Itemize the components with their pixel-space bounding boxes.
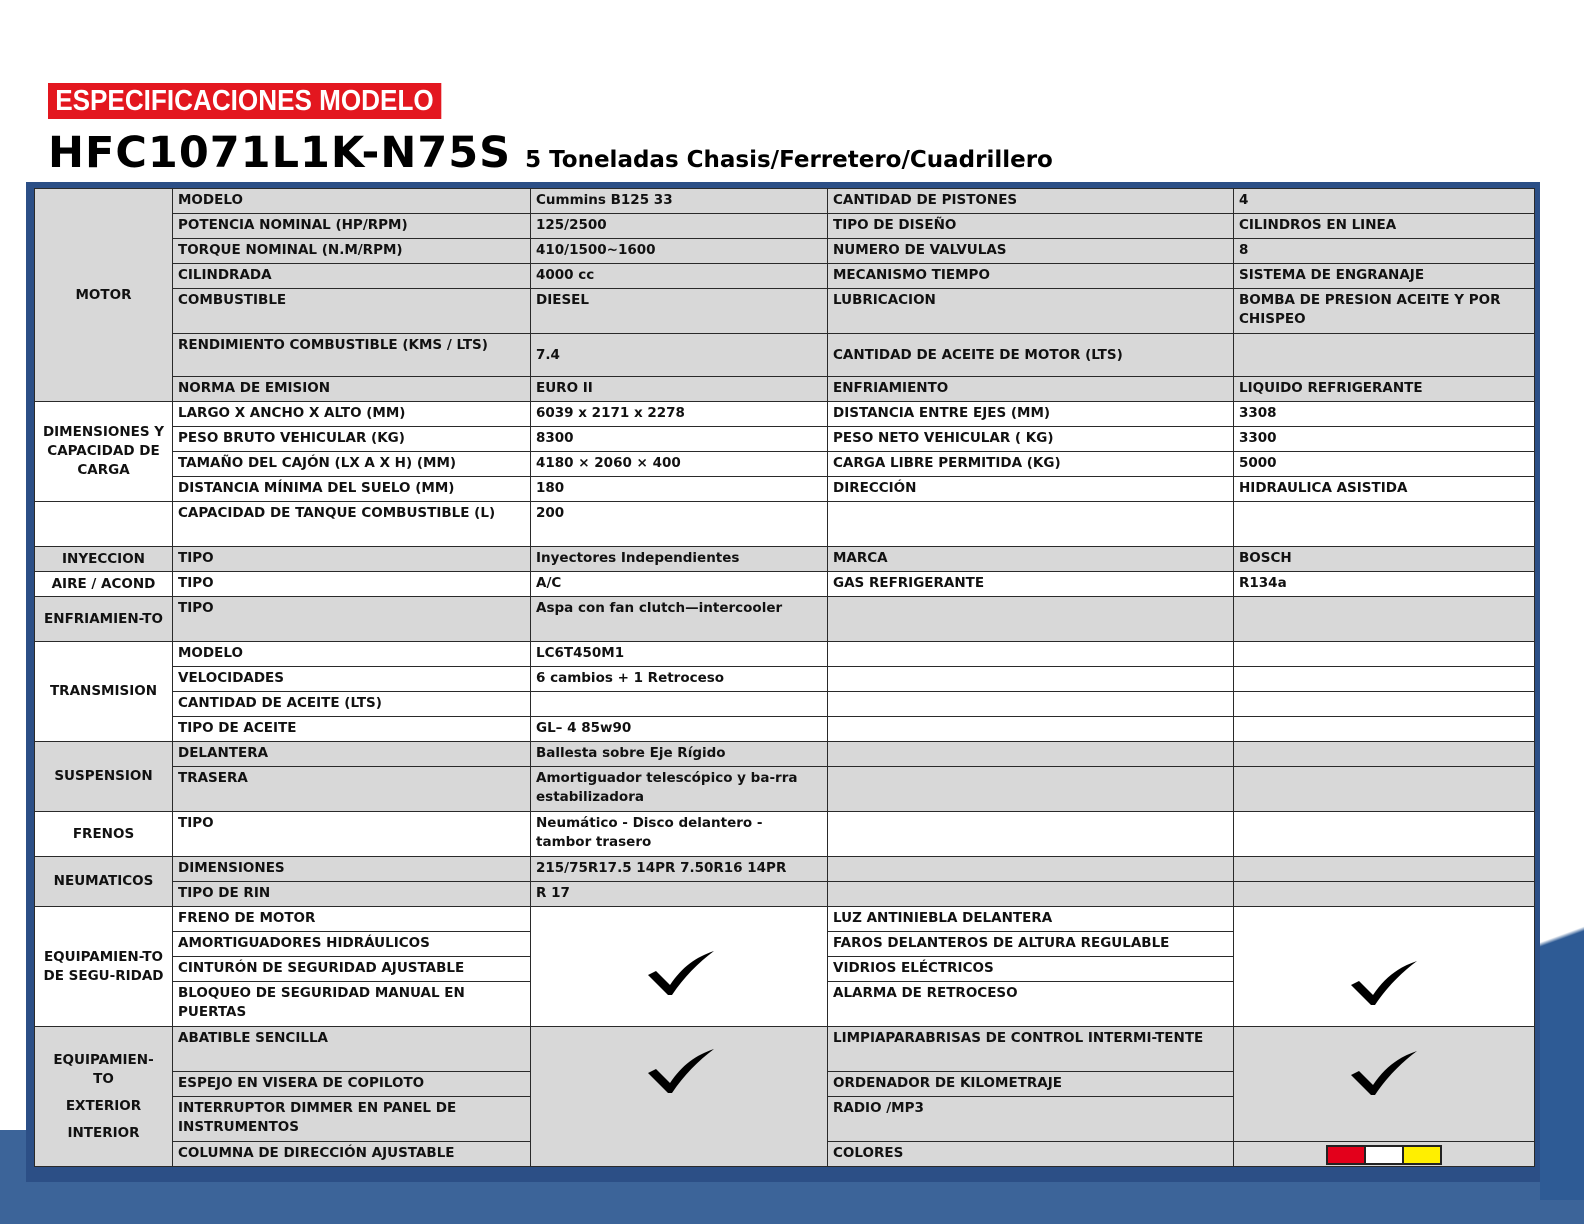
category-transmision: TRANSMISION [35,642,173,742]
spec-label: PESO NETO VEHICULAR ( KG) [828,427,1234,452]
equipment-item: ABATIBLE SENCILLA [173,1027,531,1072]
spec-value: HIDRAULICA ASISTIDA [1234,477,1535,502]
spec-value [531,692,828,717]
spec-value: 6 cambios + 1 Retroceso [531,667,828,692]
empty-cell [828,642,1234,667]
background-corner-wave [1540,760,1584,1200]
spec-value: 200 [531,502,828,547]
spec-value: 3308 [1234,402,1535,427]
spec-value: 4 [1234,189,1535,214]
spec-label: MODELO [173,642,531,667]
spec-value: 8 [1234,239,1535,264]
spec-value: R 17 [531,882,828,907]
spec-value: 3300 [1234,427,1535,452]
checkmark-icon [646,1047,716,1095]
spec-label: TIPO [173,572,531,597]
spec-label: CANTIDAD DE ACEITE DE MOTOR (LTS) [828,334,1234,377]
empty-cell [1234,597,1535,642]
empty-cell [1234,717,1535,742]
empty-cell [1234,692,1535,717]
spec-value: 125/2500 [531,214,828,239]
equipment-item: VIDRIOS ELÉCTRICOS [828,957,1234,982]
color-swatch-yellow [1404,1147,1440,1163]
color-swatch-white [1366,1147,1404,1163]
colors-cell [1234,1142,1535,1167]
table-row [35,502,1535,547]
spec-value: LIQUIDO REFRIGERANTE [1234,377,1535,402]
spec-value: 215/75R17.5 14PR 7.50R16 14PR [531,857,828,882]
spec-value: BOSCH [1234,547,1535,572]
spec-value: R134a [1234,572,1535,597]
spec-label: POTENCIA NOMINAL (HP/RPM) [173,214,531,239]
empty-cell [828,692,1234,717]
spec-label: DELANTERA [173,742,531,767]
spec-value: CILINDROS EN LINEA [1234,214,1535,239]
spec-value: A/C [531,572,828,597]
category-exterior-interior [35,1027,173,1167]
spec-table [34,188,1535,1167]
spec-value: Aspa con fan clutch—intercooler [531,597,828,642]
equipment-item: BLOQUEO DE SEGURIDAD MANUAL EN PUERTAS [173,982,531,1027]
empty-cell [1234,667,1535,692]
page-title [48,128,1053,182]
category-inyeccion: INYECCION [35,547,173,572]
category-enfriamiento: ENFRIAMIEN-TO [35,597,173,642]
table-row [35,214,1535,239]
equipment-item: FAROS DELANTEROS DE ALTURA REGULABLE [828,932,1234,957]
spec-value: GL– 4 85w90 [531,717,828,742]
empty-cell [1234,642,1535,667]
spec-label: CAPACIDAD DE TANQUE COMBUSTIBLE (L) [173,502,531,547]
spec-value: Neumático - Disco delantero - tambor trasero [531,812,828,857]
equipment-item: AMORTIGUADORES HIDRÁULICOS [173,932,531,957]
spec-label: TIPO DE DISEÑO [828,214,1234,239]
spec-label: TRASERA [173,767,531,812]
equipment-item: LIMPIAPARABRISAS DE CONTROL INTERMI-TENTE [828,1027,1234,1072]
spec-value: EURO II [531,377,828,402]
spec-value: Ballesta sobre Eje Rígido [531,742,828,767]
table-row [35,377,1535,402]
check-cell [1234,907,1535,1027]
empty-cell [828,767,1234,812]
check-cell [1234,1027,1535,1142]
empty-cell [1234,742,1535,767]
table-row [35,547,1535,572]
empty-cell [828,597,1234,642]
spec-label: ENFRIAMIENTO [828,377,1234,402]
spec-value: 6039 x 2171 x 2278 [531,402,828,427]
spec-label: CANTIDAD DE ACEITE (LTS) [173,692,531,717]
table-row [35,264,1535,289]
table-row [35,742,1535,767]
spec-label: TIPO [173,597,531,642]
table-row [35,767,1535,812]
equipment-item: ORDENADOR DE KILOMETRAJE [828,1072,1234,1097]
checkmark-icon [646,949,716,997]
table-row [35,692,1535,717]
spec-label: DISTANCIA ENTRE EJES (MM) [828,402,1234,427]
spec-value: 4000 cc [531,264,828,289]
spec-label: TAMAÑO DEL CAJÓN (LX A X H) (MM) [173,452,531,477]
spec-label [828,502,1234,547]
equipment-item: FRENO DE MOTOR [173,907,531,932]
table-row [35,239,1535,264]
spec-label: LARGO X ANCHO X ALTO (MM) [173,402,531,427]
category-label: EXTERIOR [65,1097,142,1114]
spec-label: TIPO DE ACEITE [173,717,531,742]
category-label: EQUIPAMIEN-TO [53,1051,154,1087]
spec-value: 4180 × 2060 × 400 [531,452,828,477]
check-cell [531,907,828,1027]
spec-label: VELOCIDADES [173,667,531,692]
checkmark-icon [1349,959,1419,1007]
table-row [35,289,1535,334]
table-row [35,1027,1535,1072]
empty-cell [828,717,1234,742]
spec-value: LC6T450M1 [531,642,828,667]
empty-cell [828,857,1234,882]
spec-value: SISTEMA DE ENGRANAJE [1234,264,1535,289]
table-row [35,477,1535,502]
checkmark-icon [1349,1049,1419,1097]
table-row [35,667,1535,692]
spec-label: NORMA DE EMISION [173,377,531,402]
spec-value: 8300 [531,427,828,452]
category-seguridad: EQUIPAMIEN-TO DE SEGU-RIDAD [35,907,173,1027]
category-neumaticos: NEUMATICOS [35,857,173,907]
spec-label: MARCA [828,547,1234,572]
spec-value: Cummins B125 33 [531,189,828,214]
category-aire: AIRE / ACOND [35,572,173,597]
spec-label: TORQUE NOMINAL (N.M/RPM) [173,239,531,264]
category-suspension: SUSPENSION [35,742,173,812]
table-row [35,857,1535,882]
empty-cell [828,667,1234,692]
table-row [35,189,1535,214]
category-frenos: FRENOS [35,812,173,857]
spec-value: 5000 [1234,452,1535,477]
spec-label: TIPO [173,812,531,857]
spec-label: CILINDRADA [173,264,531,289]
spec-label: COMBUSTIBLE [173,289,531,334]
spec-value [1234,334,1535,377]
spec-label: NUMERO DE VALVULAS [828,239,1234,264]
empty-cell [35,502,173,547]
equipment-item: ALARMA DE RETROCESO [828,982,1234,1027]
spec-label: RENDIMIENTO COMBUSTIBLE (KMS / LTS) [173,334,531,377]
spec-value: 180 [531,477,828,502]
spec-label: MECANISMO TIEMPO [828,264,1234,289]
table-row [35,452,1535,477]
spec-label: CANTIDAD DE PISTONES [828,189,1234,214]
empty-cell [1234,812,1535,857]
spec-value: Inyectores Independientes [531,547,828,572]
table-row [35,907,1535,932]
table-row [35,717,1535,742]
empty-cell [828,812,1234,857]
empty-cell [1234,857,1535,882]
spec-label: DIRECCIÓN [828,477,1234,502]
spec-value: Amortiguador telescópico y ba-rra estabilizadora [531,767,828,812]
spec-label: TIPO [173,547,531,572]
color-swatches [1326,1145,1442,1165]
empty-cell [1234,882,1535,907]
table-row [35,427,1535,452]
spec-value: 7.4 [531,334,828,377]
spec-label: DIMENSIONES [173,857,531,882]
spec-label: DISTANCIA MÍNIMA DEL SUELO (MM) [173,477,531,502]
model-subtitle: 5 Toneladas Chasis/Ferretero/Cuadrillero [525,147,1053,173]
empty-cell [828,882,1234,907]
empty-cell [1234,767,1535,812]
spec-value: BOMBA DE PRESION ACEITE Y POR CHISPEO [1234,289,1535,334]
spec-value: 410/1500~1600 [531,239,828,264]
table-row [35,812,1535,857]
table-row [35,597,1535,642]
check-cell [531,1027,828,1167]
equipment-item: RADIO /MP3 [828,1097,1234,1142]
color-swatch-red [1328,1147,1366,1163]
spec-label: CARGA LIBRE PERMITIDA (KG) [828,452,1234,477]
spec-label: LUBRICACION [828,289,1234,334]
category-motor: MOTOR [35,189,173,402]
table-row [35,642,1535,667]
equipment-item: ESPEJO EN VISERA DE COPILOTO [173,1072,531,1097]
equipment-item: COLUMNA DE DIRECCIÓN AJUSTABLE [173,1142,531,1167]
table-row [35,402,1535,427]
spec-label: MODELO [173,189,531,214]
equipment-item: LUZ ANTINIEBLA DELANTERA [828,907,1234,932]
category-label: INTERIOR [67,1124,140,1141]
equipment-item: COLORES [828,1142,1234,1167]
table-row [35,572,1535,597]
category-dimensiones: DIMENSIONES Y CAPACIDAD DE CARGA [35,402,173,502]
model-name: HFC1071L1K-N75S [48,128,512,178]
spec-label: GAS REFRIGERANTE [828,572,1234,597]
spec-value [1234,502,1535,547]
table-row [35,334,1535,377]
table-row [35,882,1535,907]
spec-label: TIPO DE RIN [173,882,531,907]
equipment-item: INTERRUPTOR DIMMER EN PANEL DE INSTRUMENTOS [173,1097,531,1142]
equipment-item: CINTURÓN DE SEGURIDAD AJUSTABLE [173,957,531,982]
section-tag: ESPECIFICACIONES MODELO [48,83,441,119]
spec-value: DIESEL [531,289,828,334]
empty-cell [828,742,1234,767]
spec-label: PESO BRUTO VEHICULAR (KG) [173,427,531,452]
